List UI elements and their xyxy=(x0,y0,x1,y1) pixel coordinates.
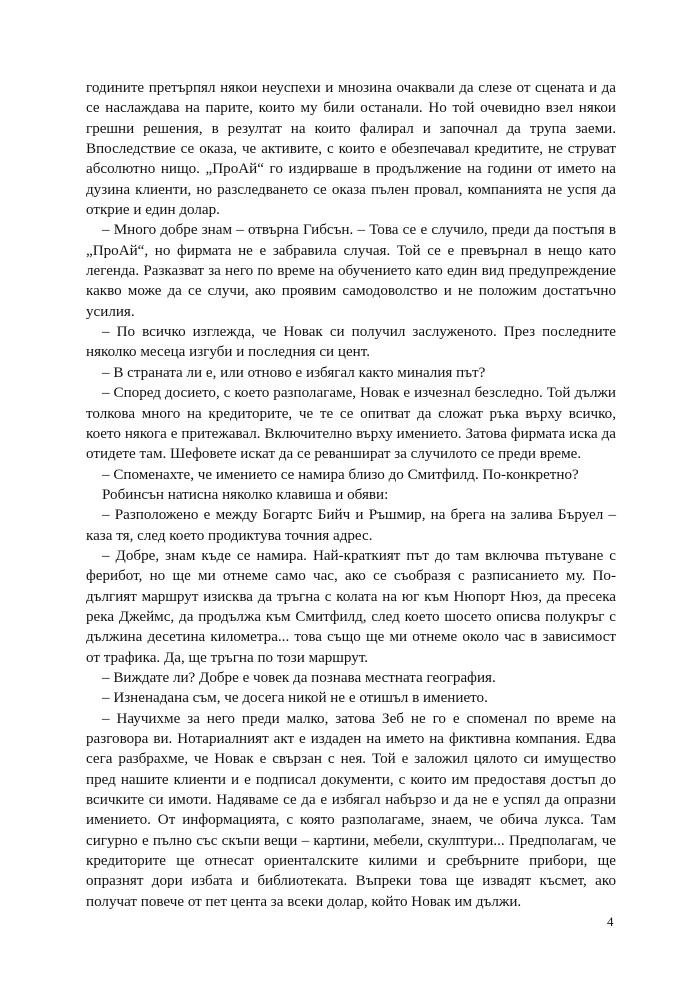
paragraph: – Виждате ли? Добре е човек да познава местната география. xyxy=(102,669,496,686)
paragraph: – Научихме за него преди малко, затова Зеб не го е споменал по време на разговора ви. Нотариалният акт е издаден на името на фиктивна компания. Едва сега разбрахме, че Новак е свързан с нея. Той е заложил цялото си имущество пред нашите клиенти и е подписал документи, с които им предоставя достъп до всичките си имоти. Надяваме се да е избягал набързо и да не е успял да опразни имението. От информацията, с която разполагаме, знаем, че обича лукса. Там сигурно е пълно със скъпи вещи – картини, мебели, скулптури... Предполагам, че кредиторите ще отнесат ориенталските килими и сребърните прибори, ще опразнят дори избата и библиотеката. Въпреки това ще извадят късмет, ако получат повече от пет цента за всеки долар, който Новак им дължи. xyxy=(86,710,616,910)
paragraph: Робинсън натисна няколко клавиша и обяви: xyxy=(102,486,389,503)
paragraph: – Изненадана съм, че досега никой не е отишъл в имението. xyxy=(102,690,488,707)
paragraph: – Споменахте, че имението се намира близо до Смитфилд. По-конкретно? xyxy=(102,466,579,483)
paragraph: – Добре, знам къде се намира. Най-краткият път до там включва пътуване с ферибот, но ще ми отнеме само час, ако се съобразя с разписанието му. По-дългият маршрут изисква да тръгна с колата на юг към Нюпорт Нюз, да пресека река Джеймс, да продължа към Смитфилд, след което шосето описва полукръг с дължина десетина километра... това също ще ми отнеме около час в зависимост от трафика. Да, ще тръгна по този маршрут. xyxy=(86,547,616,666)
paragraph: – Според досието, с което разполагаме, Новак е изчезнал безследно. Той дължи толкова много на кредиторите, че те се опитват да сложат ръка върху всичко, което някога е притежавал. Включително върху имението. Затова фирмата иска да отидете там. Шефовете искат да се реваншират за случилото се преди време. xyxy=(86,385,616,463)
paragraph: – Много добре знам – отвърна Гибсън. – Това се е случило, преди да постъпя в „ПроАй“, но фирмата не е забравила случая. Той се е превърнал в нещо като легенда. Разказват за него по време на обучението като един вид предупреждение какво може да се случи, ако проявим самодоволство и не положим достатъчно усилия. xyxy=(86,222,616,320)
paragraph: – В страната ли е, или отново е избягал както миналия път? xyxy=(102,364,486,381)
paragraph: – По всичко изглежда, че Новак си получил заслуженото. През последните няколко месеца изгуби и последния си цент. xyxy=(86,324,616,361)
paragraph: годините претърпял някои неуспехи и мнозина очаквали да слезе от сцената и да се наслаждава на парите, които му били останали. Но той очевидно взел някои грешни решения, в резултат на които фалирал и започнал да трупа заеми. Впоследствие се оказа, че активите, с които е обезпечавал кредитите, не струват абсолютно нищо. „ПроАй“ го издирваше в продължение на години от името на дузина клиенти, но разследването се оказа пълен провал, компанията не успя да открие и един долар. xyxy=(86,80,616,219)
body-text xyxy=(86,78,616,912)
page-number: 4 xyxy=(607,914,614,929)
paragraph: – Разположено е между Богартс Бийч и Ръшмир, на брега на залива Бъруел – каза тя, след което продиктува точния адрес. xyxy=(86,507,616,544)
